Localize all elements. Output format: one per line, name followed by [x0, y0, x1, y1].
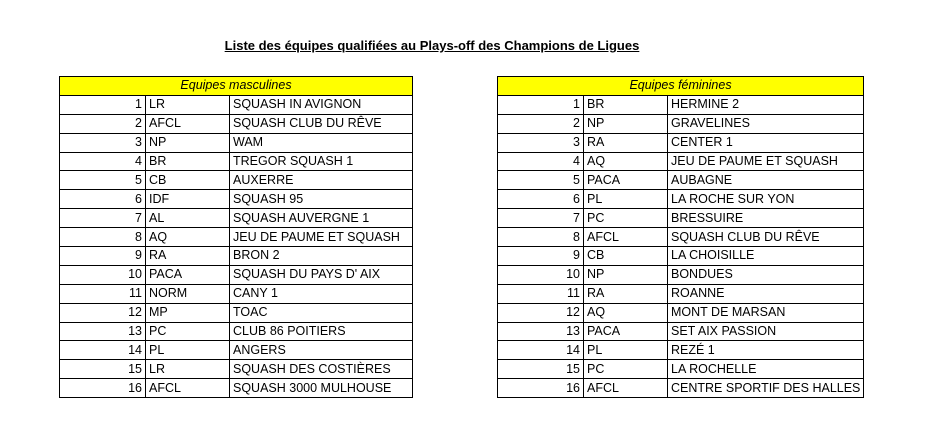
club-name-cell: ANGERS: [230, 341, 413, 360]
men-table-header: Equipes masculines: [60, 77, 413, 96]
club-name-cell: AUXERRE: [230, 171, 413, 190]
league-code-cell: NP: [146, 133, 230, 152]
page-title: Liste des équipes qualifiées au Plays-off des Champions de Ligues: [224, 38, 640, 53]
rank-cell: 6: [498, 190, 584, 209]
rank-cell: 4: [498, 152, 584, 171]
club-name-cell: SQUASH CLUB DU RÊVE: [230, 114, 413, 133]
league-code-cell: RA: [584, 133, 668, 152]
league-code-cell: PC: [146, 322, 230, 341]
league-code-cell: PL: [146, 341, 230, 360]
rank-cell: 1: [60, 95, 146, 114]
league-code-cell: PACA: [584, 322, 668, 341]
table-row: [498, 247, 864, 266]
club-name-cell: SQUASH DU PAYS D' AIX: [230, 265, 413, 284]
club-name-cell: CLUB 86 POITIERS: [230, 322, 413, 341]
league-code-cell: AL: [146, 209, 230, 228]
rank-cell: 3: [60, 133, 146, 152]
club-name-cell: MONT DE MARSAN: [668, 303, 864, 322]
league-code-cell: BR: [146, 152, 230, 171]
table-row: [498, 190, 864, 209]
league-code-cell: PACA: [584, 171, 668, 190]
rank-cell: 15: [498, 360, 584, 379]
table-row: [60, 209, 413, 228]
rank-cell: 3: [498, 133, 584, 152]
women-teams-table: [497, 76, 864, 398]
league-code-cell: AFCL: [584, 379, 668, 398]
men-header-row: [60, 77, 413, 96]
table-row: [498, 133, 864, 152]
club-name-cell: BRESSUIRE: [668, 209, 864, 228]
league-code-cell: CB: [584, 247, 668, 266]
table-row: [498, 209, 864, 228]
rank-cell: 14: [498, 341, 584, 360]
table-row: [498, 303, 864, 322]
table-row: [498, 95, 864, 114]
table-row: [60, 303, 413, 322]
club-name-cell: SQUASH IN AVIGNON: [230, 95, 413, 114]
club-name-cell: LA ROCHE SUR YON: [668, 190, 864, 209]
league-code-cell: PL: [584, 190, 668, 209]
rank-cell: 5: [498, 171, 584, 190]
club-name-cell: LA CHOISILLE: [668, 247, 864, 266]
rank-cell: 11: [498, 284, 584, 303]
rank-cell: 13: [498, 322, 584, 341]
table-row: [60, 379, 413, 398]
rank-cell: 7: [60, 209, 146, 228]
table-row: [498, 360, 864, 379]
club-name-cell: SQUASH AUVERGNE 1: [230, 209, 413, 228]
club-name-cell: CENTRE SPORTIF DES HALLES: [668, 379, 864, 398]
table-row: [60, 341, 413, 360]
table-row: [60, 171, 413, 190]
rank-cell: 9: [60, 247, 146, 266]
rank-cell: 10: [60, 265, 146, 284]
league-code-cell: PACA: [146, 265, 230, 284]
table-row: [60, 284, 413, 303]
league-code-cell: BR: [584, 95, 668, 114]
rank-cell: 1: [498, 95, 584, 114]
league-code-cell: CB: [146, 171, 230, 190]
rank-cell: 10: [498, 265, 584, 284]
league-code-cell: PC: [584, 209, 668, 228]
table-row: [60, 360, 413, 379]
rank-cell: 7: [498, 209, 584, 228]
rank-cell: 14: [60, 341, 146, 360]
club-name-cell: HERMINE 2: [668, 95, 864, 114]
table-row: [60, 190, 413, 209]
table-row: [498, 284, 864, 303]
league-code-cell: NP: [584, 265, 668, 284]
league-code-cell: AQ: [584, 303, 668, 322]
club-name-cell: CENTER 1: [668, 133, 864, 152]
table-row: [498, 265, 864, 284]
league-code-cell: PC: [584, 360, 668, 379]
women-table-header: Equipes féminines: [498, 77, 864, 96]
league-code-cell: AFCL: [584, 228, 668, 247]
league-code-cell: NP: [584, 114, 668, 133]
rank-cell: 9: [498, 247, 584, 266]
table-row: [498, 228, 864, 247]
table-row: [498, 322, 864, 341]
rank-cell: 13: [60, 322, 146, 341]
table-row: [498, 341, 864, 360]
rank-cell: 12: [60, 303, 146, 322]
rank-cell: 8: [498, 228, 584, 247]
club-name-cell: BRON 2: [230, 247, 413, 266]
rank-cell: 11: [60, 284, 146, 303]
women-table-body: [498, 95, 864, 397]
club-name-cell: SQUASH 95: [230, 190, 413, 209]
club-name-cell: CANY 1: [230, 284, 413, 303]
club-name-cell: REZÉ 1: [668, 341, 864, 360]
club-name-cell: SQUASH 3000 MULHOUSE: [230, 379, 413, 398]
rank-cell: 12: [498, 303, 584, 322]
club-name-cell: JEU DE PAUME ET SQUASH: [668, 152, 864, 171]
men-table-body: [60, 95, 413, 397]
men-teams-table: [59, 76, 413, 398]
table-row: [498, 152, 864, 171]
club-name-cell: SQUASH CLUB DU RÊVE: [668, 228, 864, 247]
league-code-cell: AQ: [584, 152, 668, 171]
league-code-cell: RA: [584, 284, 668, 303]
league-code-cell: AFCL: [146, 114, 230, 133]
club-name-cell: BONDUES: [668, 265, 864, 284]
league-code-cell: RA: [146, 247, 230, 266]
rank-cell: 2: [498, 114, 584, 133]
table-row: [60, 95, 413, 114]
club-name-cell: TOAC: [230, 303, 413, 322]
table-row: [60, 322, 413, 341]
league-code-cell: AFCL: [146, 379, 230, 398]
table-row: [60, 247, 413, 266]
league-code-cell: NORM: [146, 284, 230, 303]
rank-cell: 16: [60, 379, 146, 398]
table-row: [60, 114, 413, 133]
league-code-cell: MP: [146, 303, 230, 322]
rank-cell: 15: [60, 360, 146, 379]
club-name-cell: WAM: [230, 133, 413, 152]
rank-cell: 8: [60, 228, 146, 247]
table-row: [60, 228, 413, 247]
club-name-cell: TREGOR SQUASH 1: [230, 152, 413, 171]
table-row: [498, 114, 864, 133]
women-header-row: [498, 77, 864, 96]
rank-cell: 5: [60, 171, 146, 190]
league-code-cell: AQ: [146, 228, 230, 247]
league-code-cell: LR: [146, 360, 230, 379]
rank-cell: 4: [60, 152, 146, 171]
club-name-cell: SQUASH DES COSTIÈRES: [230, 360, 413, 379]
club-name-cell: GRAVELINES: [668, 114, 864, 133]
table-row: [60, 152, 413, 171]
table-row: [498, 379, 864, 398]
table-row: [60, 133, 413, 152]
club-name-cell: ROANNE: [668, 284, 864, 303]
table-row: [60, 265, 413, 284]
league-code-cell: LR: [146, 95, 230, 114]
rank-cell: 16: [498, 379, 584, 398]
table-row: [498, 171, 864, 190]
club-name-cell: LA ROCHELLE: [668, 360, 864, 379]
rank-cell: 6: [60, 190, 146, 209]
league-code-cell: PL: [584, 341, 668, 360]
rank-cell: 2: [60, 114, 146, 133]
club-name-cell: AUBAGNE: [668, 171, 864, 190]
league-code-cell: IDF: [146, 190, 230, 209]
club-name-cell: JEU DE PAUME ET SQUASH: [230, 228, 413, 247]
club-name-cell: SET AIX PASSION: [668, 322, 864, 341]
